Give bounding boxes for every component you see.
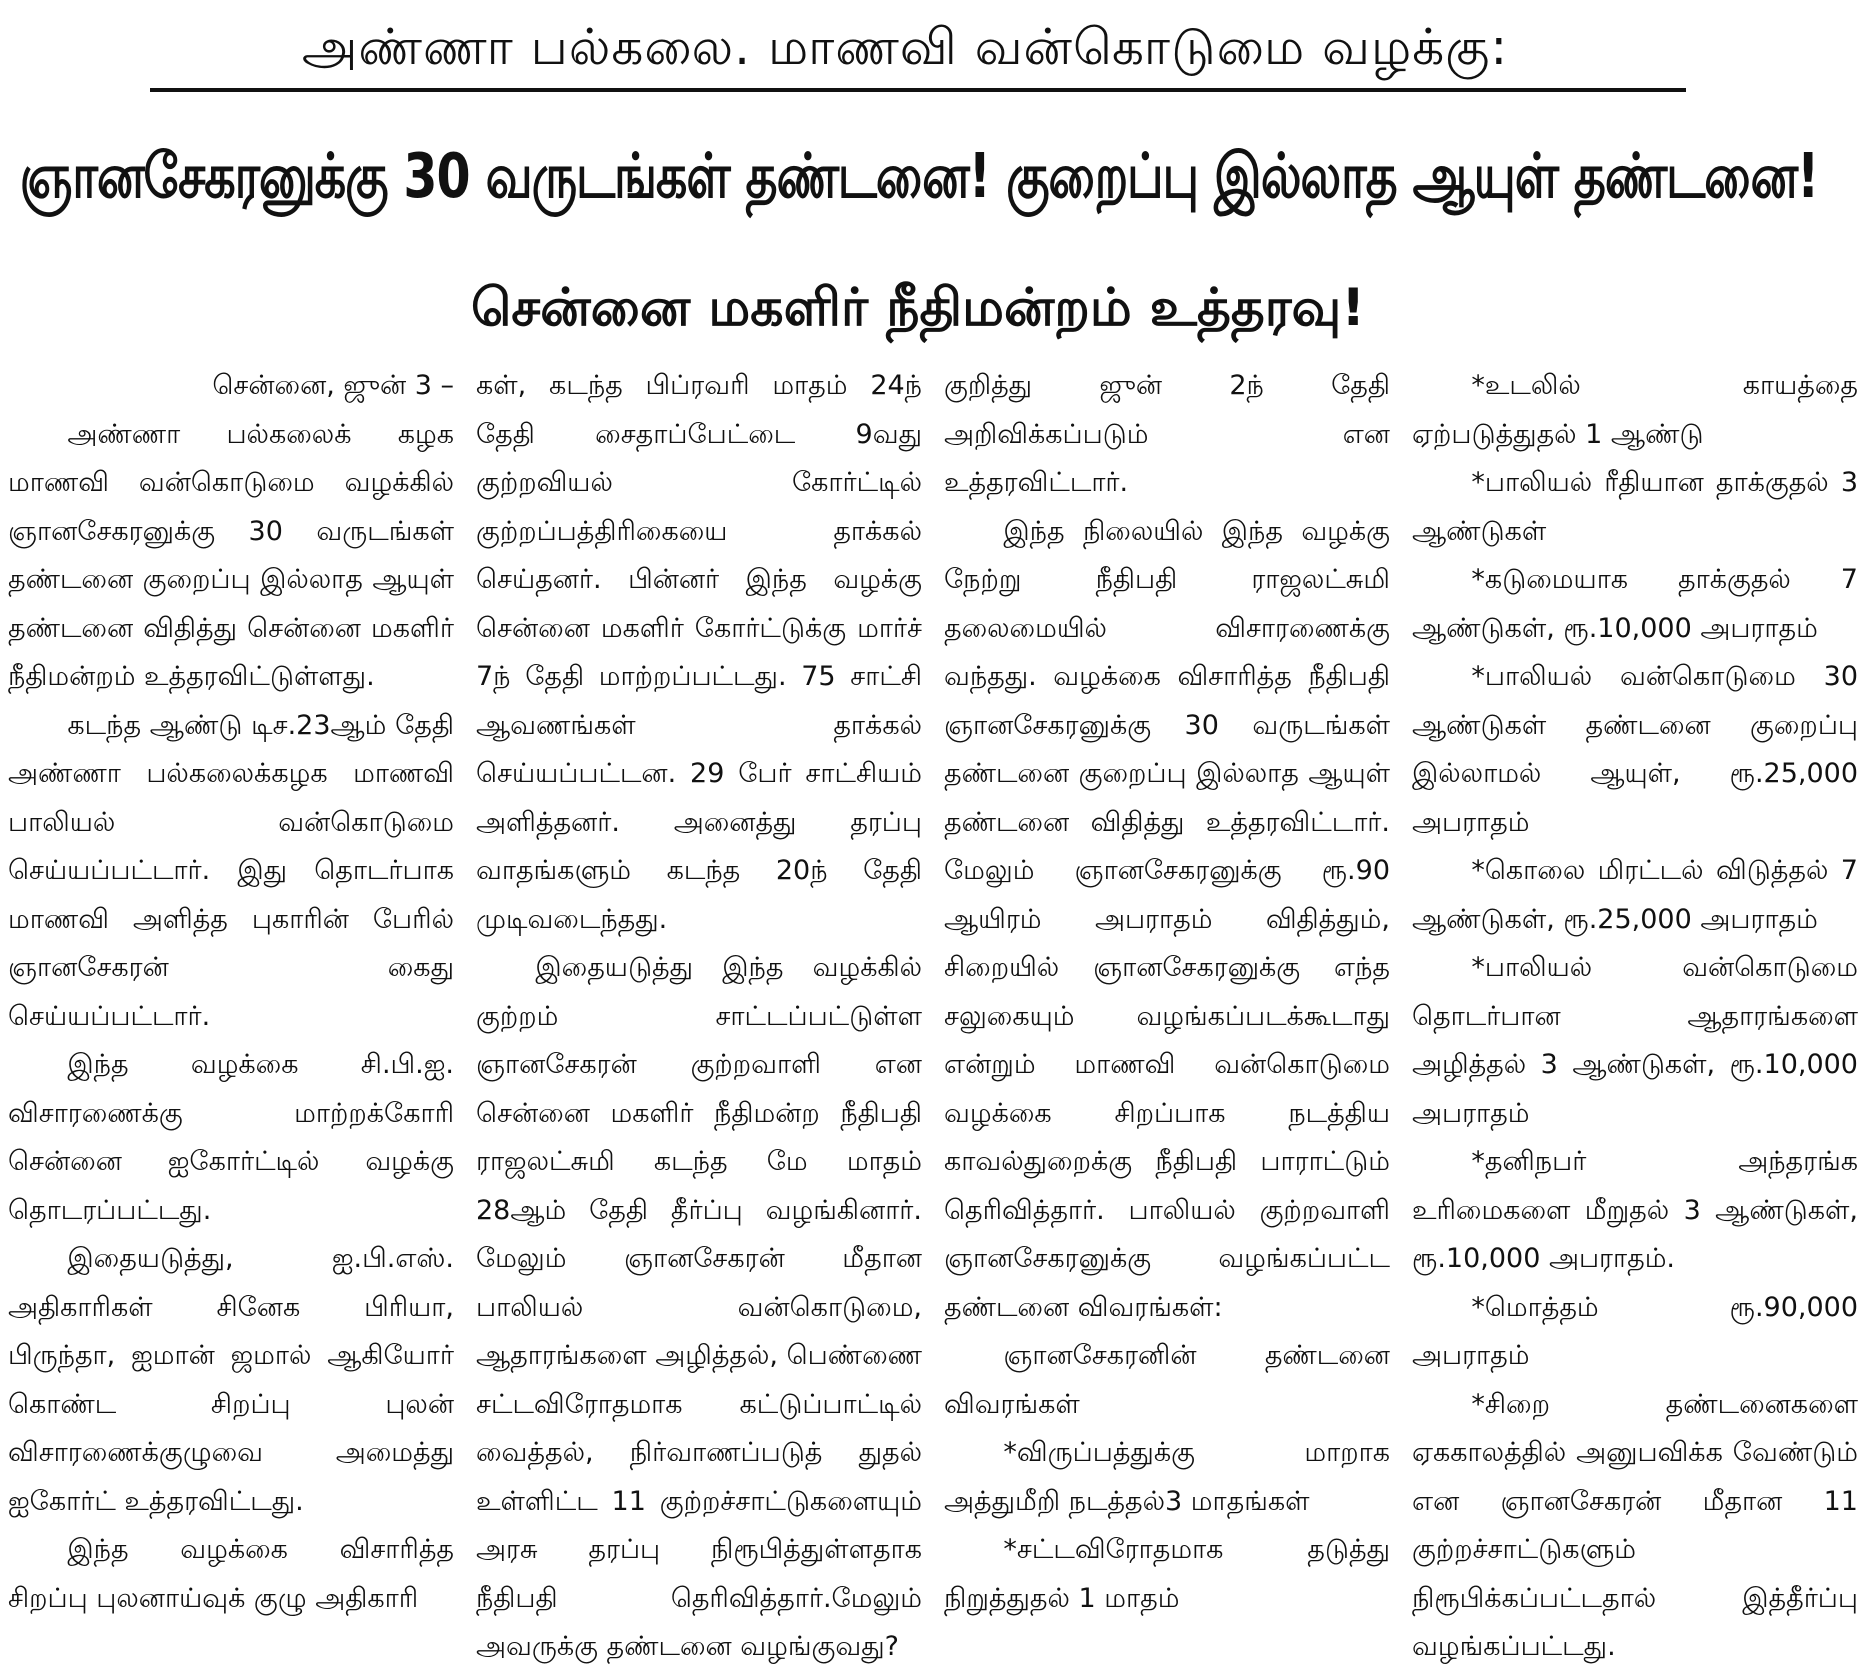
sentence-item: *உடலில் காயத்தை ஏற்படுத்துதல் 1 ஆண்டு	[1412, 370, 1858, 450]
article-paragraph: அண்ணா பல்கலைக் கழக மாணவி வன்கொடுமை வழக்கில் ஞானசேகரனுக்கு 30 வருடங்கள் தண்டனை குறைப்பு இல்லாத ஆயுள் தண்டனை விதித்து சென்னை மகளிர் நீதிமன்றம் உத்தரவிட்டுள்ளது.	[8, 418, 454, 692]
article-paragraph: இந்த நிலையில் இந்த வழக்கு நேற்று நீதிபதி ராஜலட்சுமி தலைமையில் விசாரணைக்கு வந்தது. வழக்கை விசாரித்த நீதிபதி ஞானசேகரனுக்கு 30 வருடங்கள் தண்டனை குறைப்பு இல்லாத ஆயுள் தண்டனை விதித்து உத்தரவிட்டார். மேலும் ஞானசேகரனுக்கு ரூ.90 ஆயிரம் அபராதம் விதித்தும், சிறையில் ஞானசேகரனுக்கு எந்த சலுகையும் வழங்கப்படக்கூடாது என்றும் மாணவி வன்கொடுமை வழக்கை சிறப்பாக நடத்திய காவல்துறைக்கு நீதிபதி பாராட்டும் தெரிவித்தார். பாலியல் குற்றவாளி ஞானசேகரனுக்கு வழங்கப்பட்ட தண்டனை விவரங்கள்:	[944, 515, 1390, 1323]
sentence-item: *தனிநபர் அந்தரங்க உரிமைகளை மீறுதல் 3 ஆண்டுகள், ரூ.10,000 அபராதம்.	[1412, 1146, 1858, 1274]
article-column-1	[8, 362, 454, 1672]
article-paragraph: இந்த வழக்கை சி.பி.ஐ. விசாரணைக்கு மாற்றக்கோரி சென்னை ஐகோர்ட்டில் வழக்கு தொடரப்பட்டது.	[8, 1049, 454, 1226]
sentence-item: *சிறை தண்டனைகளை ஏககாலத்தில் அனுபவிக்க வேண்டும் என ஞானசேகரன் மீதான 11 குற்றச்சாட்டுகளும் நிரூபிக்கப்பட்டதால் இத்தீர்ப்பு வழங்கப்பட்டது.	[1412, 1388, 1858, 1662]
article-paragraph: கள், கடந்த பிப்ரவரி மாதம் 24ந் தேதி சைதாப்பேட்டை 9வது குற்றவியல் கோர்ட்டில் குற்றப்பத்திரிகையை தாக்கல் செய்தனர். பின்னர் இந்த வழக்கு சென்னை மகளிர் கோர்ட்டுக்கு மார்ச் 7ந் தேதி மாற்றப்பட்டது. 75 சாட்சி ஆவணங்கள் தாக்கல் செய்யப்பட்டன. 29 பேர் சாட்சியம் அளித்தனர். அனைத்து தரப்பு வாதங்களும் கடந்த 20ந் தேதி முடிவடைந்தது.	[476, 370, 922, 935]
article-paragraph: இதையடுத்து இந்த வழக்கில் குற்றம் சாட்டப்பட்டுள்ள ஞானசேகரன் குற்றவாளி என சென்னை மகளிர் நீதிமன்ற நீதிபதி ராஜலட்சுமி கடந்த மே மாதம் 28ஆம் தேதி தீர்ப்பு வழங்கினார். மேலும் ஞானசேகரன் மீதான பாலியல் வன்கொடுமை, ஆதாரங்களை அழித்தல், பெண்ணை சட்டவிரோதமாக கட்டுப்பாட்டில் வைத்தல், நிர்வாணப்படுத் துதல் உள்ளிட்ட 11 குற்றச்சாட்டுகளையும் அரசு தரப்பு நிரூபித்துள்ளதாக நீதிபதி தெரிவித்தார்.மேலும் அவருக்கு தண்டனை வழங்குவது?	[476, 952, 922, 1662]
article-paragraph: ஞானசேகரனின் தண்டனை விவரங்கள்	[944, 1340, 1390, 1420]
sentence-item: *மொத்தம் ரூ.90,000 அபராதம்	[1412, 1291, 1858, 1371]
sub-headline: சென்னை மகளிர் நீதிமன்றம் உத்தரவு!	[470, 278, 1366, 338]
article-body	[8, 362, 1858, 1662]
article-column-2	[476, 362, 922, 1672]
article-column-3	[944, 362, 1390, 1672]
sentence-item: *கொலை மிரட்டல் விடுத்தல் 7 ஆண்டுகள், ரூ.25,000 அபராதம்	[1412, 855, 1858, 935]
article-paragraph: குறித்து ஜுன் 2ந் தேதி அறிவிக்கப்படும் என உத்தரவிட்டார்.	[944, 370, 1390, 498]
kicker-heading: அண்ணா பல்கலை. மாணவி வன்கொடுமை வழக்கு:	[301, 18, 1509, 76]
article-paragraph: இந்த வழக்கை விசாரித்த சிறப்பு புலனாய்வுக் குழு அதிகாரி	[8, 1534, 454, 1614]
sentence-item: *பாலியல் வன்கொடுமை 30 ஆண்டுகள் தண்டனை குறைப்பு இல்லாமல் ஆயுள், ரூ.25,000 அபராதம்	[1412, 661, 1858, 838]
sentence-item: *விருப்பத்துக்கு மாறாக அத்துமீறி நடத்தல்3 மாதங்கள்	[944, 1437, 1390, 1517]
dateline: சென்னை, ஜுன் 3 –	[212, 370, 454, 401]
sentence-item: *சட்டவிரோதமாக தடுத்து நிறுத்துதல் 1 மாதம்	[944, 1534, 1390, 1614]
article-paragraph: இதையடுத்து, ஐ.பி.எஸ். அதிகாரிகள் சினேக பிரியா, பிருந்தா, ஐமான் ஜமால் ஆகியோர் கொண்ட சிறப்பு புலன் விசாரணைக்குழுவை அமைத்து ஐகோர்ட் உத்தரவிட்டது.	[8, 1243, 454, 1517]
article-paragraph: கடந்த ஆண்டு டிச.23ஆம் தேதி அண்ணா பல்கலைக்கழக மாணவி பாலியல் வன்கொடுமை செய்யப்பட்டார். இது தொடர்பாக மாணவி அளித்த புகாரின் பேரில் ஞானசேகரன் கைது செய்யப்பட்டார்.	[8, 709, 454, 1032]
main-headline: ஞானசேகரனுக்கு 30 வருடங்கள் தண்டனை! குறைப்பு இல்லாத ஆயுள் தண்டனை!	[19, 140, 1819, 212]
sentence-item: *பாலியல் வன்கொடுமை தொடர்பான ஆதாரங்களை அழித்தல் 3 ஆண்டுகள், ரூ.10,000 அபராதம்	[1412, 952, 1858, 1129]
sentence-item: *கடுமையாக தாக்குதல் 7 ஆண்டுகள், ரூ.10,000 அபராதம்	[1412, 564, 1858, 644]
sentence-item: *பாலியல் ரீதியான தாக்குதல் 3 ஆண்டுகள்	[1412, 467, 1858, 547]
kicker-underline	[150, 88, 1686, 92]
article-column-4	[1412, 362, 1858, 1672]
